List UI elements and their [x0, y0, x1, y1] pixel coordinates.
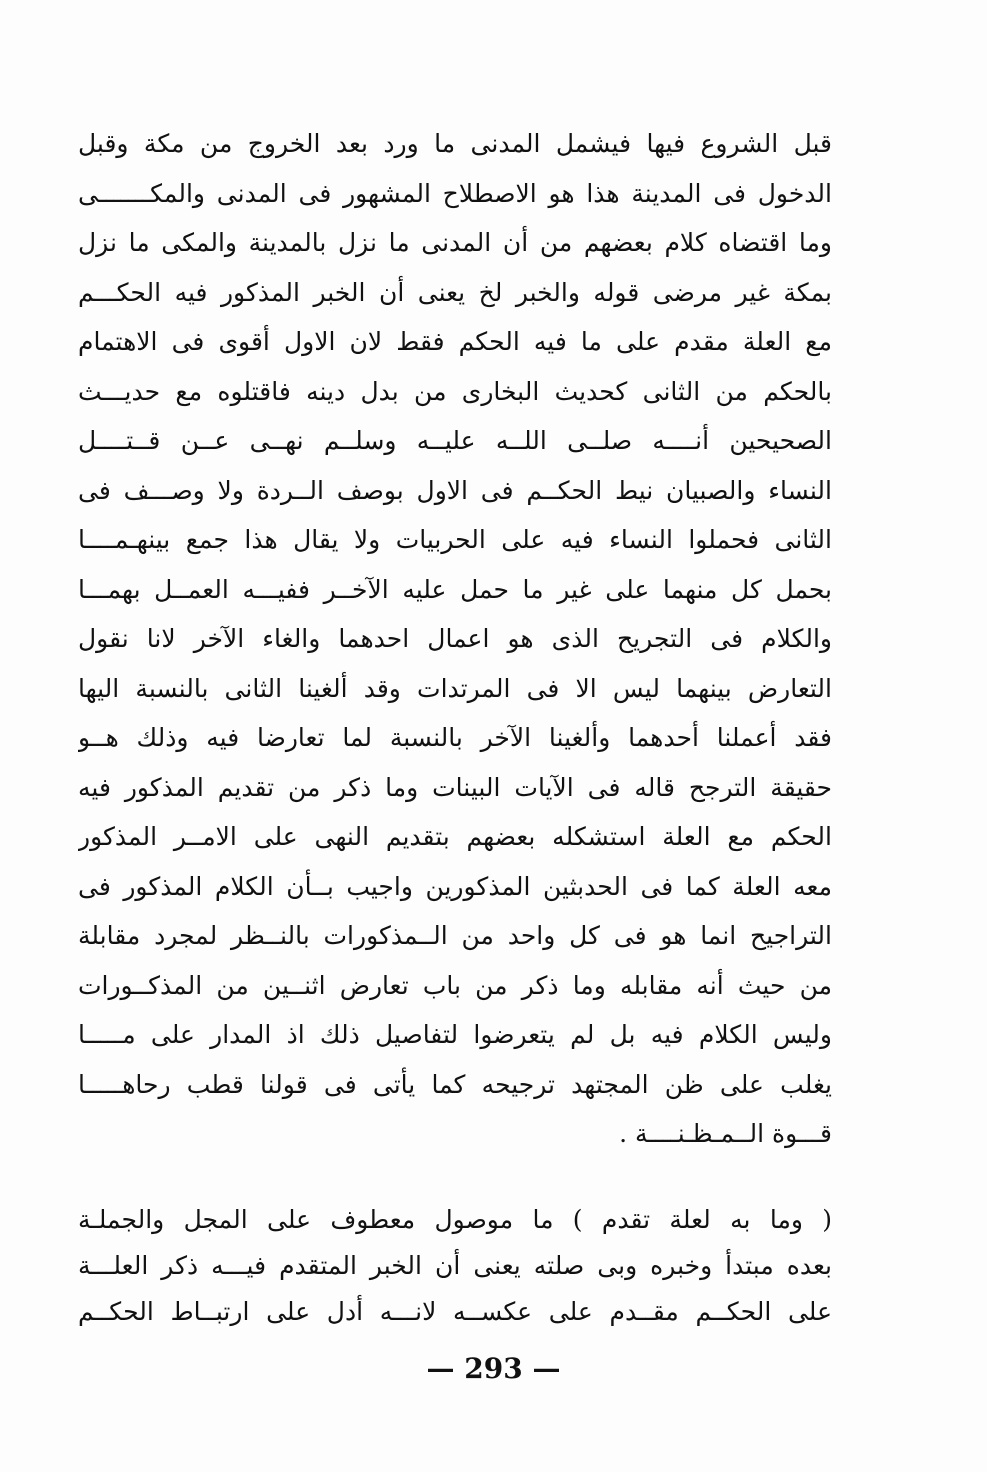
text-line: يغلب على ظن المجتهد ترجيحه كما يأتى فى قولنا قطب رحاهـــــا: [78, 1069, 832, 1099]
main-paragraph: [78, 119, 832, 1159]
text-line: قبل الشروع فيها فيشمل المدنى ما ورد بعد الخروج من مكة وقبل: [78, 129, 832, 158]
text-line: الثانى فحملوا النساء فيه على الحربيات ولا يقال هذا جمع بينهـمــــا: [78, 525, 832, 554]
text-line: على الحكــم مقــدم على عكســه لانـــه أدل على ارتبــاط الحكــم: [78, 1297, 832, 1326]
text-line: معه العلة كما فى الحدبثين المذكورين واجيب بــأن الكلام المذكور فى: [78, 871, 832, 901]
text-line: وما اقتضاه كلام بعضهم من أن المدنى ما نزل بالمدينة والمكى ما نزل: [78, 228, 832, 257]
text-line: النساء والصبيان نيط الحكــم فى الاول بوصف الــردة ولا وصـــف فى: [78, 475, 832, 505]
text-line: والكلام فى التجريح الذى هو اعمال احدهما والغاء الآخر لانا نقول: [78, 624, 832, 653]
text-line: بحمل كل منهما على غير ما حمل عليه الآخــر ففيـــه العمــل بهمـــا: [78, 574, 832, 604]
page-number: — 293 —: [426, 1352, 561, 1385]
text-line: مع العلة مقدم على ما فيه الحكم فقط لان الاول أقوى فى الاهتمام: [78, 327, 832, 356]
text-line: التعارض بينهما ليس الا فى المرتدات وقد ألغينا الثانى بالنسبة اليها: [78, 673, 832, 703]
text-line: حقيقة الترجح قاله فى الآيات البينات وما ذكر من تقديم المذكور فيه: [78, 772, 832, 802]
text-line: فقد أعملنا أحدهما وألغينا الآخر بالنسبة لما تعارضا فيه وذلك هــو: [78, 723, 832, 752]
text-line: بالحكم من الثانى كحديث البخارى من بدل دينه فاقتلوه مع حديـــث: [78, 376, 832, 406]
text-line: بعده مبتدأ وخبره وبى صلته يعنى أن الخبر المتقدم فيـــه ذكر العلـــة: [78, 1251, 832, 1280]
text-line: قـــوة الــمـظـنــــة .: [619, 1119, 832, 1148]
text-line: الحكم مع العلة استشكله بعضهم بتقديم النهى على الامــر المذكور: [78, 822, 832, 851]
text-line: ( وما به لعلة تقدم ) ما موصول معطوف على المجل والجملـة: [78, 1205, 832, 1234]
text-line: بمكة غير مرضى قوله والخبر لخ يعنى أن الخبر المذكور فيه الحكـــم: [78, 277, 832, 307]
text-line: الصحيحين أنــــه صلــى اللــه عليــه وسلــم نهــى عــن قــتــــل: [78, 426, 832, 455]
text-line: التراجيح انما هو فى كل واحد من الــمذكورات بالنــظر لمجرد مقابلة: [78, 921, 832, 950]
text-line: الدخول فى المدينة هذا هو الاصطلاح المشهور فى المدنى والمكـــــــى: [78, 178, 832, 208]
second-paragraph: [78, 1197, 832, 1335]
text-line: من حيث أنه مقابله وما ذكر من باب تعارض اثنــين من المذكــورات: [78, 970, 832, 1000]
text-line: وليس الكلام فيه بل لم يتعرضوا لتفاصيل ذلك اذ المدار على مـــــا: [78, 1020, 832, 1049]
